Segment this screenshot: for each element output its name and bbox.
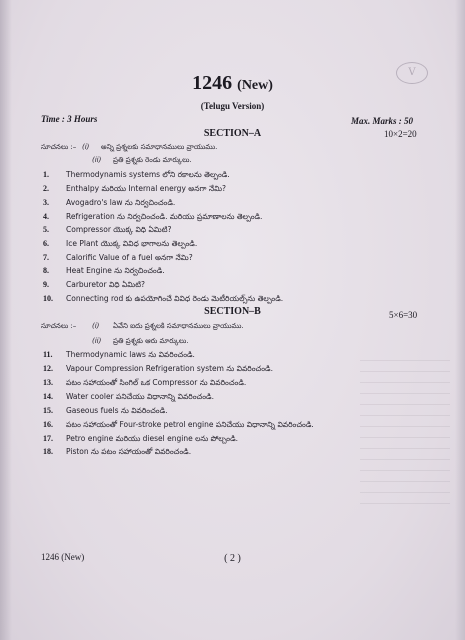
question-number: 12. [43, 364, 53, 373]
question-number: 9. [43, 280, 49, 289]
question-text: Compressor యొక్క విధి ఏమిటి? [66, 225, 172, 234]
question-number: 11. [43, 350, 53, 359]
question-text: Refrigeration ను నిర్వచించండి. మరియు ప్రమాణాలను తెల్పండి. [66, 212, 263, 221]
question-text: Petro engine మరియు diesel engine లను పోల్చండి. [66, 434, 239, 443]
section-b-note-text: ఏవేని ఐదు ప్రశ్నలకి సమాధానములు వ్రాయుము. [113, 322, 244, 330]
question-number: 10. [43, 294, 53, 303]
scan-shadow-right [455, 0, 465, 640]
section-b-note-label: సూచనలు :– [41, 322, 77, 330]
question-number: 16. [43, 420, 53, 429]
scan-shadow-left [0, 0, 12, 640]
question-number: 7. [43, 253, 49, 262]
section-a-note-label: సూచనలు :– [41, 143, 77, 151]
question-number: 4. [43, 212, 49, 221]
question-text: పటం సహాయంతో Four-stroke petrol engine పనిచేయు విధానాన్ని వివరించండి. [66, 420, 314, 429]
faint-stamp: V [396, 62, 428, 84]
paper-version: (Telugu Version) [200, 101, 265, 111]
question-text: Calorific Value of a fuel అనగా నేమి? [66, 253, 193, 262]
question-text: Thermodynamic laws ను వివరించండి. [66, 350, 195, 359]
paper-code: 1246 [192, 72, 233, 94]
question-number: 14. [43, 392, 53, 401]
question-number: 2. [43, 184, 49, 193]
section-a-note-num: (ii) [92, 156, 102, 164]
question-number: 6. [43, 239, 49, 248]
question-number: 15. [43, 406, 53, 415]
section-a-title: SECTION–A [203, 128, 262, 139]
question-number: 8. [43, 266, 49, 275]
footer-paper-code: 1246 (New) [41, 552, 85, 562]
question-text: Piston ను పటం సహాయంతో వివరించండి. [66, 447, 192, 456]
question-text: Gaseous fuels ను వివరించండి. [66, 406, 168, 415]
section-a-marks-scheme: 10×2=20 [384, 129, 417, 139]
section-b-note-text: ప్రతి ప్రశ్నకు ఆరు మార్కులు. [113, 337, 189, 345]
question-text: Heat Engine ను నిర్వచించండి. [66, 266, 165, 275]
question-text: Water cooler పనిచేయు విధానాన్ని వివరించండి. [66, 392, 214, 401]
question-text: పటం సహాయంతో సింగిల్ ఒక Compressor ను వివరించండి. [66, 378, 247, 387]
question-text: Ice Plant యొక్క వివిధ భాగాలను తెల్పండి. [66, 239, 198, 248]
section-b-marks-scheme: 5×6=30 [389, 310, 418, 320]
question-number: 3. [43, 198, 49, 207]
section-b-title: SECTION–B [204, 306, 261, 317]
max-marks: Max. Marks : 50 [351, 116, 414, 126]
question-text: Enthalpy మరియు Internal energy అనగా నేమి? [66, 184, 226, 193]
question-number: 1. [43, 170, 49, 179]
question-number: 5. [43, 225, 49, 234]
question-text: Thermodynamis systems లోని రకాలను తెల్పండి. [66, 170, 230, 179]
paper-variant: (New) [237, 78, 273, 93]
section-a-note-num: (i) [82, 143, 90, 151]
exam-duration: Time : 3 Hours [41, 114, 98, 124]
section-a-note-text: అన్ని ప్రశ్నలకు సమాధానములు వ్రాయుము. [101, 143, 218, 151]
question-text: Avogadro's law ను నిర్వచించండి. [66, 198, 176, 207]
bleed-through-lines [360, 360, 450, 540]
question-text: Vapour Compression Refrigeration system ను వివరించండి. [66, 364, 273, 373]
question-text: Connecting rod కు ఉపయోగించే వివిధ రెండు మెటీరియల్స్‌ను తెల్పండి. [66, 294, 284, 303]
question-number: 18. [43, 447, 53, 456]
page-number: ( 2 ) [224, 553, 241, 564]
question-number: 17. [43, 434, 53, 443]
section-a-note-text: ప్రతి ప్రశ్నకు రెండు మార్కులు. [113, 156, 192, 164]
section-b-note-num: (i) [92, 322, 100, 330]
paper-title [0, 72, 465, 95]
question-number: 13. [43, 378, 53, 387]
question-text: Carburetor విధి ఏమిటి? [66, 280, 146, 289]
section-b-note-num: (ii) [92, 337, 102, 345]
